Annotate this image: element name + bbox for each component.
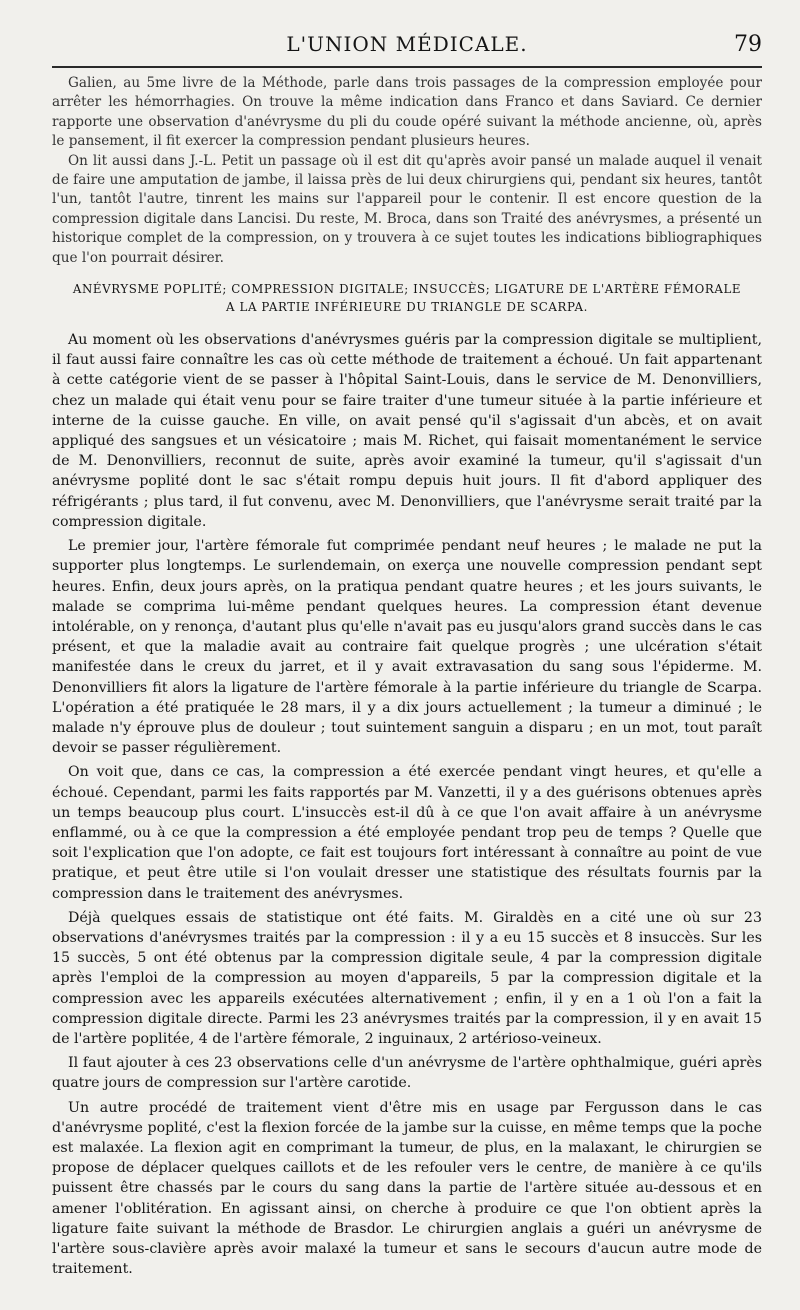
running-head bbox=[52, 30, 762, 60]
section-heading bbox=[52, 280, 762, 316]
paragraph-galien: Galien, au 5me livre de la Méthode, parle dans trois passages de la compression employée pour arrêter les hémorrhagies. On trouve la même indication dans Franco et dans Saviard. Ce dernier rapporte une observation d'anévrysme du pli du coude opéré suivant la méthode ancienne, où, après le pansement, il fit exercer la compression pendant plusieurs heures. bbox=[52, 75, 762, 150]
paragraph-petit: On lit aussi dans J.-L. Petit un passage où il est dit qu'après avoir pansé un malade auquel il venait de faire une amputation de jambe, il laissa près de lui deux chirurgiens qui, pendant six heures, tantôt l'un, tantôt l'autre, tinrent les mains sur l'appareil pour le contenir. Il est encore question de la compression digitale dans Lancisi. Du reste, M. Broca, dans son Traité des anévrysmes, a présenté un historique complet de la compression, on y trouvera à ce sujet toutes les indications bibliographiques que l'on pourrait désirer. bbox=[52, 152, 762, 266]
article-body bbox=[52, 74, 762, 1279]
paragraph-3: On voit que, dans ce cas, la compression a été exercée pendant vingt heures, et qu'elle a échoué. Cependant, parmi les faits rapportés par M. Vanzetti, il y a des guérisons obtenues après un temps beaucoup plus court. L'insuccès est-il dû à ce que l'on avait affaire à un anévrysme enflammé, ou à ce que la compression a été employée pendant trop peu de temps ? Quelle que soit l'explication que l'on adopte, ce fait est toujours fort intéressant à connaître au point de vue pratique, et peut être utile si l'on voulait dresser une statistique des résultats fournis par la compression dans le traitement des anévrysmes. bbox=[52, 764, 762, 902]
paragraph-2: Le premier jour, l'artère fémorale fut comprimée pendant neuf heures ; le malade ne put la supporter plus longtemps. Le surlendemain, on exerça une nouvelle compression pendant sept heures. Enfin, deux jours après, on la pratiqua pendant quatre heures ; et les jours suivants, le malade se comprima lui-même pendant quelques heures. La compression étant devenue intolérable, on y renonça, d'autant plus qu'elle n'avait pas eu jusqu'alors grand succès dans le cas présent, et que la maladie avait au contraire fait quelque progrès ; une ulcération s'était manifestée dans le creux du jarret, et il y avait extravasation du sang sous l'épiderme. M. Denonvilliers fit alors la ligature de l'artère fémorale à la partie inférieure du triangle de Scarpa. L'opération a été pratiquée le 28 mars, il y a dix jours actuellement ; la tumeur a diminué ; le malade n'y éprouve plus de douleur ; tout suintement sanguin a disparu ; en un mot, tout paraît devoir se passer régulièrement. bbox=[52, 538, 762, 757]
paragraph-1: Au moment où les observations d'anévrysmes guéris par la compression digitale se multiplient, il faut aussi faire connaître les cas où cette méthode de traitement a échoué. Un fait appartenant à cette catégorie vient de se passer à l'hôpital Saint-Louis, dans le service de M. Denonvilliers, chez un malade qui était venu pour se faire traiter d'une tumeur située à la partie inférieure et interne de la cuisse gauche. En ville, on avait pensé qu'il s'agissait d'un abcès, et on avait appliqué des sangsues et un vésicatoire ; mais M. Richet, qui faisait momentanément le service de M. Denonvilliers, reconnut de suite, après avoir examiné la tumeur, qu'il s'agissait d'un anévrysme poplité dont le sac s'était rompu depuis huit jours. Il fit d'abord appliquer des réfrigérants ; plus tard, il fut convenu, avec M. Denonvilliers, que l'anévrysme serait traité par la compression digitale. bbox=[52, 332, 762, 530]
section-heading-line-2: A LA PARTIE INFÉRIEURE DU TRIANGLE DE SCARPA. bbox=[226, 300, 588, 315]
paragraph-4: Déjà quelques essais de statistique ont été faits. M. Giraldès en a cité une où sur 23 observations d'anévrysmes traités par la compression : il y a eu 15 succès et 8 insuccès. Sur les 15 succès, 5 ont été obtenus par la compression digitale seule, 4 par la compression digitale après l'emploi de la compression au moyen d'appareils, 5 par la compression digitale et la compression avec les appareils exécutées alternativement ; enfin, il y en a 1 où l'on a fait la compression digitale directe. Parmi les 23 anévrysmes traités par la compression, il y en avait 15 de l'artère poplitée, 4 de l'artère fémorale, 2 inguinaux, 2 artérioso-veineux. bbox=[52, 909, 762, 1047]
header-rule bbox=[52, 66, 762, 68]
section-heading-line-1: ANÉVRYSME POPLITÉ; COMPRESSION DIGITALE; INSUCCÈS; LIGATURE DE L'ARTÈRE FÉMORALE bbox=[72, 282, 742, 297]
paragraph-5: Il faut ajouter à ces 23 observations celle d'un anévrysme de l'artère ophthalmique, guéri après quatre jours de compression sur l'artère carotide. bbox=[52, 1055, 762, 1092]
journal-title: L'UNION MÉDICALE. bbox=[286, 32, 528, 56]
page-number: 79 bbox=[734, 32, 762, 57]
paragraph-6: Un autre procédé de traitement vient d'être mis en usage par Fergusson dans le cas d'anévrysme poplité, c'est la flexion forcée de la jambe sur la cuisse, en même temps que la poche est malaxée. La flexion agit en comprimant la tumeur, de plus, en la malaxant, le chirurgien se propose de déplacer quelques caillots et de les refouler vers le centre, de manière à ce qu'ils puissent être chassés par le cours du sang dans la partie de l'artère située au-dessous et en amener l'oblitération. En agissant ainsi, on cherche à produire ce que l'on obtient après la ligature faite suivant la méthode de Brasdor. Le chirurgien anglais a guéri un anévrysme de l'artère sous-clavière après avoir malaxé la tumeur et sans le secours d'aucun autre mode de traitement. bbox=[52, 1099, 762, 1278]
